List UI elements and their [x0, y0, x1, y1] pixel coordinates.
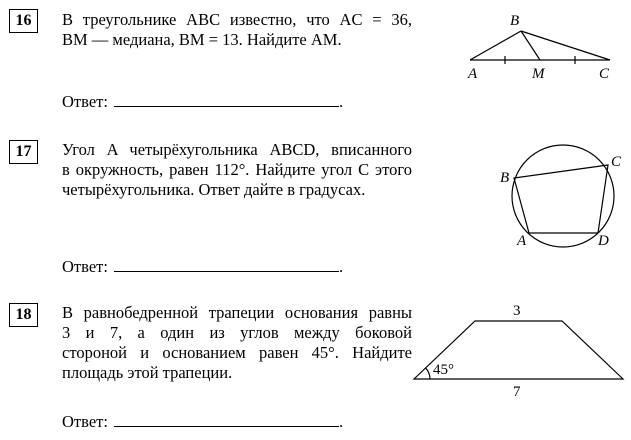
task-17-line-3: четырёхугольника. Ответ дайте в градусах. — [62, 180, 366, 199]
label-d-17: D — [598, 233, 609, 249]
label-a-16: A — [468, 66, 478, 82]
answer-label-16: Ответ: — [62, 92, 108, 111]
label-b-17: B — [500, 170, 510, 186]
task-16-line-1: В треугольнике ABC известно, что AC = 36, — [62, 10, 412, 29]
label-top-base: 3 — [513, 303, 521, 319]
task-18-line-4: площадь этой трапеции. — [62, 363, 233, 382]
task-18-line-3: стороной и основанием равен 45°. Найдите — [62, 343, 412, 362]
label-angle-45: 45° — [433, 362, 454, 378]
label-b-16: B — [510, 13, 520, 29]
label-m-16: M — [532, 66, 545, 82]
task-number-18: 18 — [9, 303, 38, 327]
label-c-17: C — [611, 154, 622, 170]
label-c-16: C — [599, 66, 610, 82]
task-number-16: 16 — [9, 9, 38, 33]
label-a-17: A — [517, 233, 527, 249]
answer-line-17: Ответ: . — [62, 257, 344, 276]
task-18-line-2: 3 и 7, а один из углов между боковой — [62, 323, 412, 342]
task-17-line-2: в окружность, равен 112°. Найдите угол C этого — [62, 160, 412, 179]
label-bottom-base: 7 — [513, 384, 521, 400]
angle-arc-45 — [425, 368, 430, 379]
answer-line-16: Ответ: . — [62, 92, 344, 111]
task-number-17: 17 — [9, 140, 38, 164]
answer-label-18: Ответ: — [62, 412, 108, 431]
task-17-line-1: Угол A четырёхугольника ABCD, вписанного — [62, 140, 412, 159]
task-16-line-2: BM — медиана, BM = 13. Найдите AM. — [62, 30, 342, 49]
answer-line-18: Ответ: . — [62, 412, 344, 431]
task-18-line-1: В равнобедренной трапеции основания равны — [62, 303, 412, 322]
answer-label-17: Ответ: — [62, 257, 108, 276]
